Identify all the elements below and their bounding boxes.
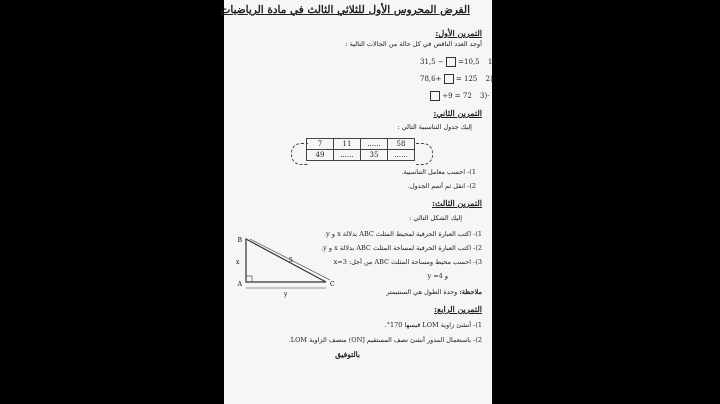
ex3-q3b: و y =4 bbox=[427, 272, 448, 280]
ex2-intro: إليك جدول التناسبية التالي : bbox=[397, 123, 472, 131]
ex4-heading: التمرين الرابع: bbox=[434, 304, 482, 314]
table-cell: 49 bbox=[307, 150, 334, 161]
ex2-q1: 1)- احسب معامل التناسبية. bbox=[401, 168, 476, 176]
exam-title: الفرض المحروس الأول للثلاثي الثالث في مادة الرياضيات bbox=[220, 4, 470, 16]
ex4-q2: 2)- باستعمال المدور أنشئ نصف المستقيم [ON) منصف الزاوية LOM. bbox=[288, 336, 482, 344]
ex3-q3: 3)- احسب محيط ومساحة المثلث ABC من أجل: x=3 bbox=[333, 258, 482, 266]
proportion-table bbox=[306, 138, 415, 161]
right-angle-mark bbox=[246, 276, 252, 282]
ex3-q1: 1)- اكتب العبارة الحرفية لمحيط المثلث ABC بدلالة x و y. bbox=[324, 230, 482, 238]
side-x-label: x bbox=[236, 259, 240, 266]
table-cell: 11 bbox=[334, 139, 361, 150]
ex1-item-2 bbox=[420, 74, 495, 84]
triangle-figure bbox=[234, 236, 334, 296]
blank-box bbox=[430, 91, 440, 101]
ex1-item-2-left: 78,6+ bbox=[420, 75, 442, 83]
ex1-heading: التمرين الأول: bbox=[435, 28, 482, 38]
ex1-item-1-num: 1)- bbox=[487, 58, 498, 66]
ex3-heading: التمرين الثالث: bbox=[432, 198, 482, 208]
table-cell: ...... bbox=[334, 150, 361, 161]
ex3-intro: إليك الشكل التالي : bbox=[409, 214, 462, 222]
vertex-a-label: A bbox=[237, 281, 242, 288]
ex1-item-3-num: 3)- bbox=[480, 92, 490, 100]
ex1-item-2-right: = 125 bbox=[455, 75, 478, 83]
closing-text: بالتوفيق bbox=[335, 350, 360, 359]
table-cell: 35 bbox=[361, 150, 388, 161]
table-cell: 58 bbox=[388, 139, 415, 150]
ex3-note bbox=[386, 288, 482, 296]
ex1-item-3-right: ÷9 = 72 bbox=[442, 92, 472, 100]
ex1-item-1 bbox=[420, 57, 497, 67]
blank-box bbox=[446, 57, 456, 67]
ex1-item-1-right: =10,5 bbox=[458, 58, 480, 66]
ex1-item-3 bbox=[430, 91, 490, 101]
ex1-item-2-num: 2)- bbox=[485, 75, 496, 83]
note-text: وحدة الطول هي السنتيمتر bbox=[386, 288, 458, 296]
table-arc-right bbox=[416, 143, 433, 165]
ex3-q2: 2)- اكتب العبارة الحرفية لمساحة المثلث ABC بدلالة x و y. bbox=[321, 244, 482, 252]
hypotenuse-label: 5 bbox=[289, 257, 293, 264]
exam-paper bbox=[220, 0, 498, 404]
ex1-instruction: أوجد العدد الناقص في كل حالة من الحالات التالية : bbox=[345, 40, 482, 48]
side-y-label: y bbox=[284, 291, 288, 298]
triangle-abc bbox=[246, 239, 326, 282]
blank-box bbox=[444, 74, 454, 84]
vertex-c-label: C bbox=[330, 281, 335, 288]
ex2-heading: التمرين الثاني: bbox=[433, 108, 482, 118]
vertex-b-label: B bbox=[237, 237, 242, 244]
ex1-item-1-left: 31,5 − bbox=[420, 58, 444, 66]
table-cell: ...... bbox=[388, 150, 415, 161]
table-cell: 7 bbox=[307, 139, 334, 150]
table-cell: ...... bbox=[361, 139, 388, 150]
note-label: ملاحظة: bbox=[459, 288, 482, 296]
ex4-q1: 1)- أنشئ زاوية LOM قيسها 170°. bbox=[384, 321, 482, 329]
ex2-q2: 2)- انقل ثم أتمم الجدول. bbox=[407, 182, 476, 190]
